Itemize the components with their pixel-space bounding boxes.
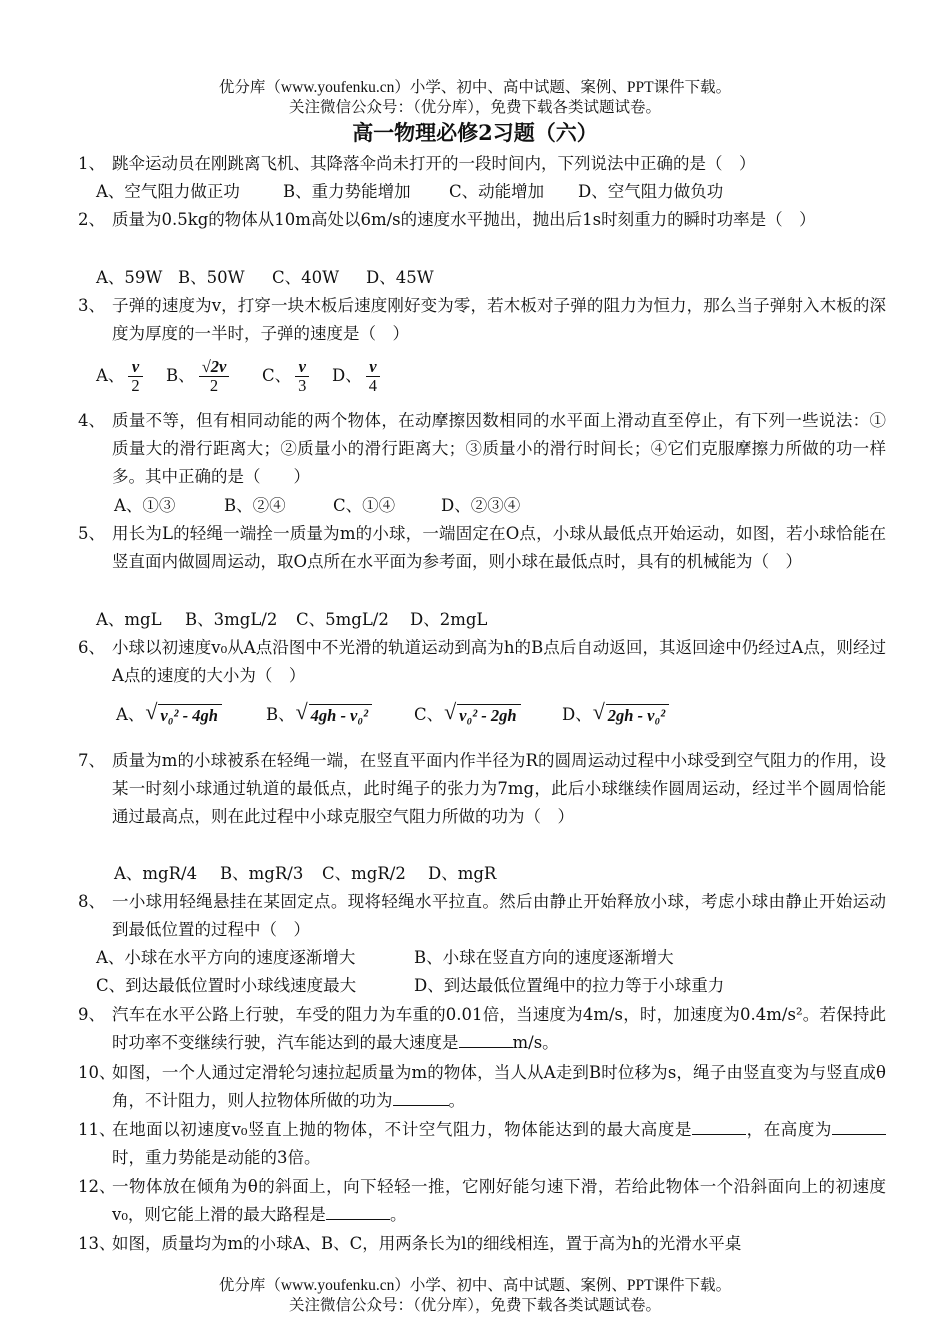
option-b: B、②④ xyxy=(224,496,286,515)
fraction-root2v-over-2: $\frac{√2v}{2}$ xyxy=(199,358,230,395)
question-number: 6、 xyxy=(78,638,105,657)
question-number: 12、 xyxy=(78,1177,116,1196)
option-a: A、59W xyxy=(96,268,163,287)
option-d: D、45W xyxy=(366,268,434,287)
option-a: A、mgR/4 xyxy=(114,864,198,883)
question-7 xyxy=(78,747,886,831)
option-b: B、重力势能增加 xyxy=(283,182,411,201)
answer-blank[interactable] xyxy=(832,1134,886,1135)
question-5 xyxy=(78,520,886,576)
option-b xyxy=(266,697,372,733)
option-label: B、 xyxy=(266,705,295,724)
answer-blank[interactable] xyxy=(326,1219,390,1220)
question-number: 11、 xyxy=(78,1120,116,1139)
fraction-v-over-3: $\frac{v}{3}$ xyxy=(295,358,309,395)
answer-blank[interactable] xyxy=(459,1047,513,1048)
option-c: C、40W xyxy=(272,268,340,287)
footer-line-1: 优分库（www.youfenku.cn）小学、初中、高中试题、案例、PPT课件下载。 xyxy=(218,1277,732,1294)
question-11 xyxy=(78,1116,886,1172)
option-c: C、动能增加 xyxy=(449,182,545,201)
header-line-1: 优分库（www.youfenku.cn）小学、初中、高中试题、案例、PPT课件下载。 xyxy=(218,79,732,96)
question-8 xyxy=(78,888,886,944)
option-a xyxy=(96,355,147,397)
question-number: 4、 xyxy=(78,411,105,430)
option-d: D、2mgL xyxy=(410,610,488,629)
sqrt-expression: √ v₀² - 4gh xyxy=(158,704,221,727)
question-text: 质量不等，但有相同动能的两个物体，在动摩擦因数相同的水平面上滑动直至停止，有下列一些说法：①质量大的滑行距离大；②质量小的滑行距离大；③质量小的滑行时间长；④它们克服摩擦力所做的功一样多。其中正确的是（ ） xyxy=(112,411,886,486)
sqrt-expression: √ 4gh - v₀² xyxy=(309,704,372,727)
option-c: C、①④ xyxy=(333,496,396,515)
sqrt-expression: √ v₀² - 2gh xyxy=(457,704,520,727)
page-title: 高一物理必修2习题（六） xyxy=(352,120,598,145)
question-text: 在地面以初速度v₀竖直上抛的物体，不计空气阻力，物体能达到的最大高度是 ，在高度为时，重力势能是动能的3倍。 xyxy=(112,1116,886,1172)
question-13 xyxy=(78,1230,886,1258)
fraction-v-over-2: $\frac{v}{2}$ xyxy=(128,358,142,395)
option-label: A、 xyxy=(116,705,145,724)
answer-blank[interactable] xyxy=(393,1105,449,1106)
option-d xyxy=(332,355,384,397)
option-b: B、mgR/3 xyxy=(220,864,304,883)
option-a xyxy=(116,697,222,733)
question-text: 如图，一个人通过定滑轮匀速拉起质量为m的物体，当人从A走到B时位移为s，绳子由竖直变为与竖直成θ角，不计阻力，则人拉物体所做的功为 。 xyxy=(112,1063,886,1110)
question-text: 小球以初速度v₀从A点沿图中不光滑的轨道运动到高为h的B点后自动返回，其返回途中仍经过A点，则经过A点的速度的大小为（ ） xyxy=(112,638,886,685)
question-text: 跳伞运动员在刚跳离飞机、其降落伞尚未打开的一段时间内，下列说法中正确的是（ ） xyxy=(112,154,756,173)
question-text: 用长为L的轻绳一端拴一质量为m的小球，一端固定在O点，小球从最低点开始运动，如图，若小球恰能在竖直面内做圆周运动，取O点所在水平面为参考面，则小球在最低点时，具有的机械能为（ ） xyxy=(112,524,886,571)
option-label: B、 xyxy=(166,366,195,385)
question-1 xyxy=(78,150,886,178)
question-number: 3、 xyxy=(78,296,105,315)
sqrt-expression: √ 2gh - v₀² xyxy=(606,704,669,727)
option-c: C、mgR/2 xyxy=(322,864,406,883)
question-number: 10、 xyxy=(78,1063,116,1082)
option-d: D、到达最低位置绳中的拉力等于小球重力 xyxy=(414,976,725,995)
footer-line-2: 关注微信公众号：（优分库），免费下载各类试题试卷。 xyxy=(288,1297,661,1314)
option-label: C、 xyxy=(414,705,444,724)
question-6 xyxy=(78,634,886,690)
option-b: B、3mgL/2 xyxy=(185,610,278,629)
option-label: A、 xyxy=(96,366,125,385)
option-d xyxy=(562,697,669,733)
option-c xyxy=(262,355,313,397)
option-c: C、5mgL/2 xyxy=(296,610,389,629)
option-c xyxy=(414,697,521,733)
question-number: 8、 xyxy=(78,892,105,911)
question-text: 一小球用轻绳悬挂在某固定点。现将轻绳水平拉直。然后由静止开始释放小球，考虑小球由静止开始运动到最低位置的过程中（ ） xyxy=(112,892,886,939)
answer-blank[interactable] xyxy=(692,1134,746,1135)
question-number: 1、 xyxy=(78,154,105,173)
header-line-2: 关注微信公众号：（优分库），免费下载各类试题试卷。 xyxy=(288,99,661,116)
question-12 xyxy=(78,1173,886,1229)
option-a: A、小球在水平方向的速度逐渐增大 xyxy=(96,948,356,967)
question-text: 质量为0.5kg的物体从10m高处以6m/s的速度水平抛出，抛出后1s时刻重力的瞬时功率是（ ） xyxy=(112,210,816,229)
option-b xyxy=(166,355,233,397)
question-10 xyxy=(78,1059,886,1115)
option-c: C、到达最低位置时小球线速度最大 xyxy=(96,976,357,995)
option-b: B、50W xyxy=(178,268,245,287)
question-number: 13、 xyxy=(78,1234,116,1253)
question-text: 汽车在水平公路上行驶，车受的阻力为车重的0.01倍，当速度为4m/s，时，加速度为0.4m/s²。若保持此时功率不变继续行驶，汽车能达到的最大速度是 m/s。 xyxy=(112,1005,886,1052)
question-text: 一物体放在倾角为θ的斜面上，向下轻轻一推，它刚好能匀速下滑，若给此物体一个沿斜面向上的初速度v₀，则它能上滑的最大路程是 。 xyxy=(112,1177,886,1224)
question-text: 质量为m的小球被系在轻绳一端，在竖直平面内作半径为R的圆周运动过程中小球受到空气阻力的作用，设某一时刻小球通过轨道的最低点，此时绳子的张力为7mg，此后小球继续作圆周运动，经过半个圆周恰能通过最高点，则在此过程中小球克服空气阻力所做的功为（ ） xyxy=(112,751,886,826)
option-label: D、 xyxy=(562,705,592,724)
option-label: C、 xyxy=(262,366,292,385)
option-a: A、mgL xyxy=(96,610,162,629)
question-2 xyxy=(78,206,886,234)
option-d: D、mgR xyxy=(428,864,497,883)
option-d: D、空气阻力做负功 xyxy=(578,182,724,201)
question-4 xyxy=(78,407,886,491)
question-number: 2、 xyxy=(78,210,105,229)
option-d: D、②③④ xyxy=(441,496,521,515)
question-number: 5、 xyxy=(78,524,105,543)
question-3 xyxy=(78,292,886,348)
option-label: D、 xyxy=(332,366,362,385)
option-b: B、小球在竖直方向的速度逐渐增大 xyxy=(414,948,674,967)
question-text: 子弹的速度为v，打穿一块木板后速度刚好变为零，若木板对子弹的阻力为恒力，那么当子弹射入木板的深度为厚度的一半时，子弹的速度是（ ） xyxy=(112,296,886,343)
question-text: 如图，质量均为m的小球A、B、C，用两条长为l的细线相连，置于高为h的光滑水平桌 xyxy=(112,1234,742,1253)
fraction-v-over-4: $\frac{v}{4}$ xyxy=(366,358,380,395)
question-number: 9、 xyxy=(78,1005,105,1024)
option-a: A、①③ xyxy=(114,496,176,515)
option-a: A、空气阻力做正功 xyxy=(96,182,240,201)
question-number: 7、 xyxy=(78,751,105,770)
question-9 xyxy=(78,1001,886,1057)
